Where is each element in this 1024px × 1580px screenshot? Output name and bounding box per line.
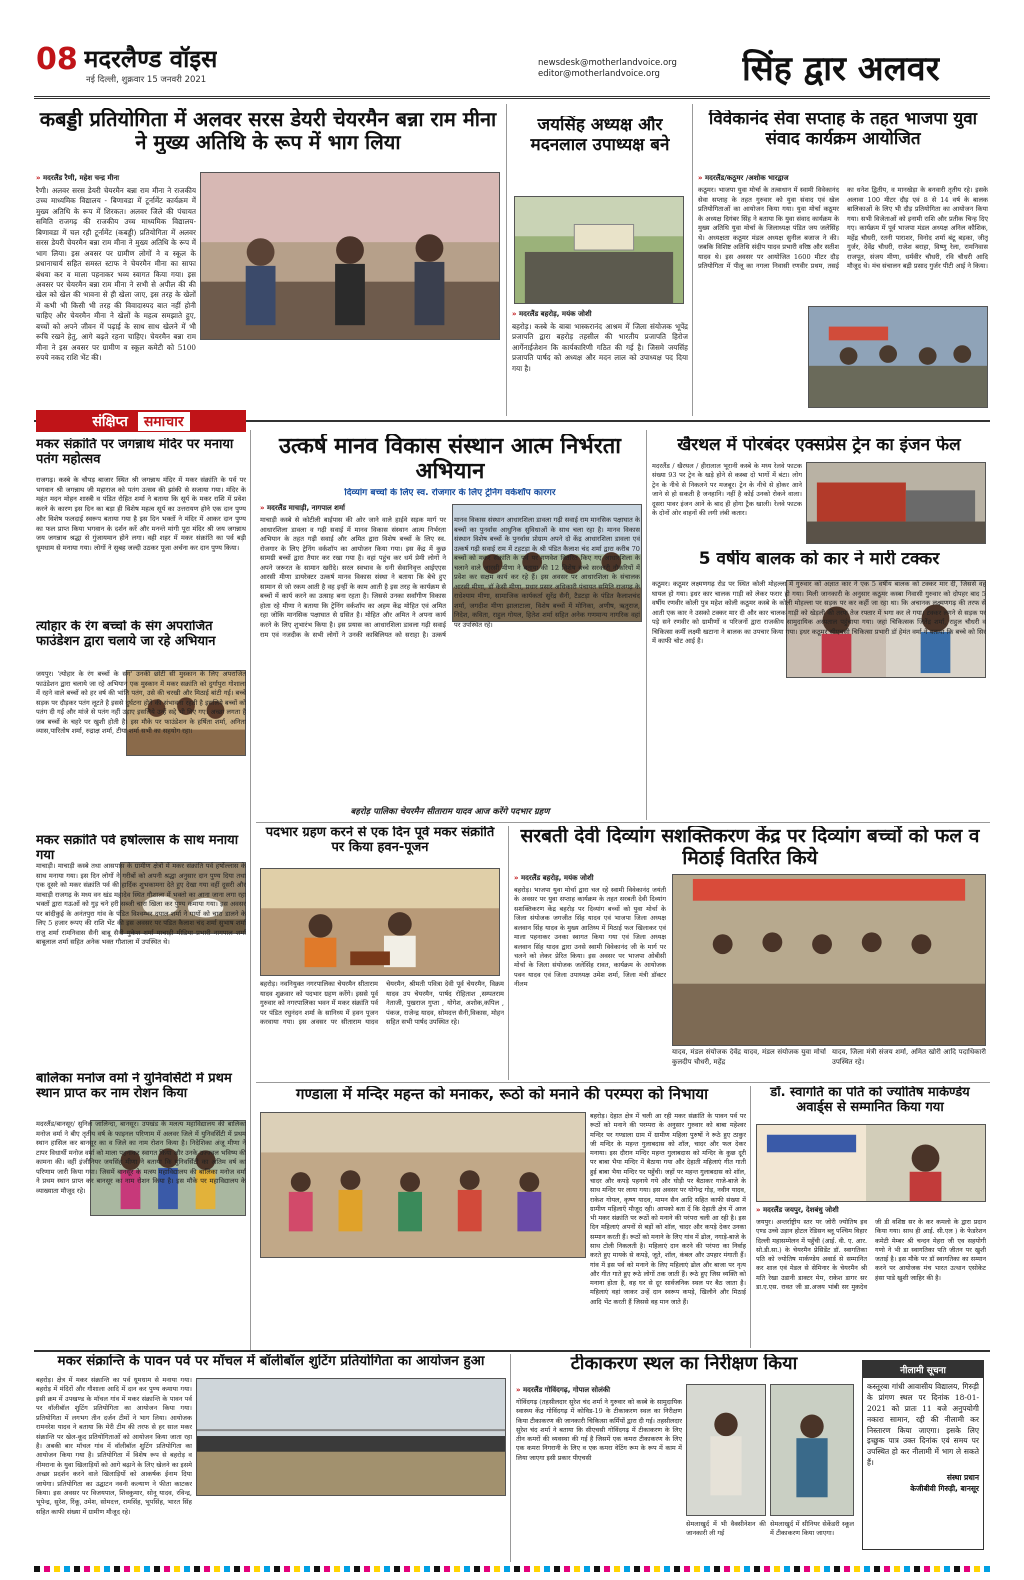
body-balak: कठूमर। कठूमर लक्ष्मणगढ़ रोड पर स्थित कोली मोहल्ला में गुरुवार को अज्ञात कार ने एक 5 वर्षीय बालक को टक्कर मार दी, जिससे वह घायल हो गया। इधर कार चालक गाड़ी को लेकर फरार हो गया। मिली जानकारी के अनुसार कठूमर कस्बा निवासी गुरुवार को दोपहर बाद 5 वर्षीय रणवीर कोली पुत्र महेश कोली कठूमर कस्बे के कोली मोहल्ला पर सड़क पर कर कहीं जा रहा था। कि अचानक लक्ष्मणगढ़ की तरफ से आती एक कार ने उसको टक्कर मार दी और कार चालक गाड़ी को खेड़ली की तरफ तेज रफ्तार में भगा कर ले गया। टक्कर लगने से सड़क पर पड़े सने रणवीर को ग्रामीणों व परिजनों द्वारा राजकीय सामुदायिक अस्पताल पहुंचाया गया। जहां चिकित्सक जितेंद्र शर्मा, राहुल चौधरी व चिकित्सा कर्मी लक्ष्मी खटाना ने बालक का उपचार किया गया। इधर कठूमर सीएचसी चिकित्सा प्रभारी डॉ हेमंत वर्मा ने बताया कि बच्चे को सिर में काफी चोट आई है।	[652, 580, 986, 646]
caption-tikakaran-left: सेमलाखुर्द में भी वैक्सीनेशन की जानकारी ली गई	[686, 1520, 766, 1538]
column-divider	[250, 430, 251, 1350]
article-utkarsh	[260, 516, 640, 804]
column-divider	[692, 104, 693, 416]
body-tikakaran: गोविंदगढ़ (तहसीलदार सुरेश चंद शर्मा ने गुरुवार को कस्बे के सामुदायिक स्वास्थ्य केंद्र गोविंदगढ़ में कोविड-19 के टीकाकरण स्थल का निरीक्षण किया टीकाकरण की जानकारी चिकित्सा कर्मियों द्वारा दी गई। तहसीलदार सुरेश चंद शर्मा ने बताया कि सीएचसी गोविंदगढ़ में टीकाकरण के लिए तीन कमरों की व्यवस्था की गई है जिसमें एक कमरा टीकाकरण के लिए एक कमरा निगरानी के लिए व एक कमरा वेटिंग रूम के रूप में काम में लिया जाएगा इसी प्रकार पीएचसी	[516, 1398, 682, 1462]
article-kabaddi-cont	[200, 344, 500, 416]
page-number: 08	[36, 42, 78, 77]
column-divider	[506, 104, 507, 416]
headline-balak: 5 वर्षीय बालक को कार ने मारी टक्कर	[698, 550, 940, 569]
article-tikakaran	[516, 1384, 682, 1562]
headline-patang: मकर संक्रांति पर जगन्नाथ मंदिर पर मनाया पतंग महोत्सव	[36, 438, 234, 467]
body-jaisingh: बहरोड़। कस्बे के बाबा भास्करानंद आश्रम में जिला संयोजक भूपेंद्र प्रजापति द्वारा बहरोड़ तहसील की भारतीय प्रजापति हिरोज आर्गेनाईजेशन कि कार्यकारिणी गठित की गई है। जिसमे जयसिंह प्रजापति पार्षद को अध्यक्ष और मदन लाल को उपाध्यक्ष पद दिया गया है।	[512, 322, 688, 373]
headline-vivekanand: विवेकानंद सेवा सप्ताह के तहत भाजपा युवा संवाद कार्यक्रम आयोजित	[708, 110, 978, 149]
body-patang: राजगढ़। कस्बे के चौपड़ बाजार स्थित श्री जगन्नाथ मंदिर में मकर संक्रांति के पर्व पर भगवान श्री जगन्नाथ जी महाराज को पतंग उत्सव की झांकी से सजाया गया। मंदिर के महंत मदन मोहन शास्त्री व पंडित रोहित शर्मा ने बताया कि सूर्य के मकर राशि में प्रवेश करने के कारण इस दिन का बड़ा ही विशेष महत्व सूर्य का उत्तरायण होने एक दान पुण्य और विशेष फलदाई स्वरूप बताया गया है इस दिन भक्तों ने मंदिर में आकर दान पुण्य का फल प्राप्त किया भगवान के दर्शन करें और मनन्ते मांगी पूरा मंदिर श्री जय जगन्नाथ जय जगन्नाथ श्रद्धा से गुंजायमान होने लगा। वही शहर में मकर संक्रांति का पर्व बड़ी धूमधाम से मनाया गया। लोगों ने सुबह जल्दी उठकर पूजा अर्चना कर दान पुण्य किया।	[36, 476, 246, 553]
body-kabaddi-continued	[200, 344, 500, 354]
body-harshollas: माचाड़ी। माचाड़ी कस्बे तथा आसपास के ग्रामीण क्षेत्रों में मकर संक्रांति पर्व हर्षोल्लास के साथ मनाया गया। इस दिन लोगों ने गरीबों को अपनी श्रद्धा अनुसार दान पुण्य दिया तथा एक दूसरे को मकर संक्रांति पर्व की हार्दिक शुभकामना देते हुए देखा गया वहीं दूसरी और माचाड़ी राजगढ़ के मध्य वन खंड महादेव स्थित गौशाला में भक्तो का आना जाना लगा रहा भक्तों द्वारा गऊओं को गुड़ चने हरी सब्जी चारा खिला कर पुण्य कमाया गया। इस अवसर पर बांदीकुई के अनंतपुरा गांव के पंडित विश्वम्भर दयाल शर्मा ने गायों को चारा डालने के लिए 5 हजार रूपए की राशि भेंट की इस अवसर पर पंडित कैलाश चंद शर्मा सुभाष शर्मा राजु शर्मा रामनिवास सैनी बाबू सैनी मुकेश शर्मा माचाड़ी मीडिया प्रभारी नागपाल शर्मा बाबूलाल शर्मा सहित अनेक भक्त गौशाला में उपस्थित थे।	[36, 862, 246, 947]
samachar-tag-word2: समाचार	[138, 412, 190, 431]
samachar-tag-word1: संक्षिप्त	[92, 413, 128, 430]
photo-sarbati	[672, 874, 986, 1046]
body-manoj: मदरलैंड/बानसूर/ सुनिल जालिन्दा, बानसूर। उपखंड के मलत्य महाविद्यालय की बालिका मनोज वर्मा ने बीए तृतीय वर्ष के फाइनल परिणाम में अलवर जिले में युनिवर्सिटी में प्रथम स्थान हासिल कर बानसूर का व जिले का नाम रोशन किया है। निदेशिका अंजू मीणा ने टापर विधार्थी मनोज वर्मा को माला पहनाकर स्वागत किया और उनके उज्ज्वल भविष्य की कामना की। वहीं इंजीनियर जयसिंह मीणा ने बताया कि युनिवर्सिटी का अंतिम वर्ष का परिणाम जारी किया गया। जिसमें बानसूर के मत्स्य महाविद्यालय की बालिका मनोज वर्मा ने प्रथम स्थान प्राप्त कर बानसूर का नाम रोशन किया है। इस मौके पर महाविद्यालय के व्याख्याता मौजूद रहे।	[36, 1120, 246, 1195]
article-swagati	[756, 1204, 986, 1348]
samachar-tag	[36, 410, 246, 432]
subhead-utkarsh: दिव्यांग बच्चों के लिए स्व. रोजगार के लिए ट्रेनिंग वर्कशॉप कारगर	[344, 488, 556, 498]
article-kabaddi	[36, 172, 196, 418]
headline-manoj: बालिका मनोज वर्मा ने युनिवर्सिटी में प्रथम स्थान प्राप्त कर नाम रोशन किया	[36, 1072, 232, 1101]
byline-kabaddi: » मदरलैंड रैणी, महेश चन्द्र मीना	[36, 174, 196, 183]
photo-kabaddi	[200, 172, 500, 340]
body-havan: बहरोड़। नवनियुक्त नगरपालिका चेयरमैन सीताराम यादव शुक्रवार को पदभार ग्रहण करेंगे। इससे पूर्व गुरुवार को नगरपालिका भवन में मकर संक्रांति पर्व पर पंडित रघुनंदन शर्मा के सानिध्य में हवन पूजन करवाया गया। इस अवसर पर सीताराम यादव चेयरमैन, श्रीमती पवित्रा देवी पूर्व चेयरमैन, विक्रम यादव उप चेयरमैन, पार्षद रोहिताश ,सम्पतराम नेताजी, पुखराज गुप्ता , योगेश, अशोक,कपिल , पंकज, राजेन्द्र यादव, सोमदत्त सैनी,विकास, मोहन सहित सभी पार्षद उपस्थित रहे।	[260, 980, 504, 1027]
row-divider	[256, 1082, 990, 1083]
headline-utkarsh: उत्कर्ष मानव विकास संस्थान आत्म निर्भरता अभियान	[279, 434, 621, 485]
row-divider	[256, 822, 990, 823]
column-divider	[510, 1354, 511, 1562]
byline-swagati: » मदरलैंड जयपुर, देशबंधु जोशी	[756, 1206, 986, 1215]
article-tyohar	[36, 670, 246, 834]
caption-bahrod: बहरोड़ पालिका चेयरमैन सीताराम यादव आज करेंगे पदभार ग्रहण	[350, 807, 550, 817]
color-registration-strip	[34, 1566, 990, 1572]
headline-tyohar: त्योहार के रंग बच्चों के संग अपराजित फाउंडेशन द्वारा चलाये जा रहे अभियान	[36, 620, 216, 649]
article-havan	[260, 980, 504, 1080]
notice-heading: नीलामी सूचना	[863, 1361, 983, 1378]
article-vivekanand	[698, 172, 988, 306]
article-gandala-side	[590, 1112, 746, 1348]
header-divider	[34, 96, 990, 99]
article-patang	[36, 476, 246, 618]
article-manoj	[36, 1120, 246, 1346]
article-balak	[652, 580, 986, 810]
caption-tikakaran-right: सेमलाखुर्द में सीनियर सेकेंडरी स्कूल में टीकाकरण किया जाएगा।	[770, 1520, 854, 1538]
dateline: नई दिल्ली, शुक्रवार 15 जनवरी 2021	[86, 75, 207, 85]
article-volleyball-cont	[196, 1498, 506, 1562]
body-gandala-continued	[260, 1262, 586, 1271]
headline-swagati: डॉ. स्वागति का पति को ज्योतिष मार्कण्डेय अवार्ड्स से सम्मानित किया गया	[770, 1086, 970, 1115]
row-divider	[34, 1350, 990, 1352]
headline-gandala: गण्डाला में मन्दिर महन्त को मनाकर, रूठो को मनाने की परम्परा को निभाया	[296, 1086, 708, 1103]
photo-tikakaran-2	[770, 1384, 854, 1516]
headline-havan: पदभार ग्रहण करने से एक दिन पूर्व मकर संक्रांति पर किया हवन-पूजन	[265, 826, 495, 855]
email-newsdesk[interactable]: newsdesk@motherlandvoice.org	[538, 58, 677, 68]
photo-gandala	[260, 1112, 586, 1258]
body-tyohar: जयपुर। 'त्योहार के रंग बच्चों के संग' उनकी छोटी सी मुस्कान के लिए अपराजित फाउंडेशन द्वारा चलाये जा रहे अभियान एक मुस्कान में मकर सक्रांति को दुर्गापुरा गोशाला में रहने वाले बच्चों को हर वर्ष की भांति पतंग, उसे की चरखी और मिठाई बांटी गई। बच्चे सड़क पर दौड़कर पतंग लूटते है इससे दुर्घटना होने की संभावना रहती है इसलिये बच्चों को पतंग दी गई और मांजे से पतंग नहीं उड़ाए इसलिये उन्हें सद्दे भी दिए गए। अच्छा लगता है जब बच्चों के चहरे पर खुशी होती है। इस मौके पर फाउंडेशन के हर्षिता शर्मा, अनिता व्यास,पारितोष शर्मा, रुद्राक्ष शर्मा, टीया शर्मा सभी का सहयोग रहा।	[36, 670, 246, 736]
body-utkarsh: माचाड़ी कस्बे से कोटीली बाईपास की ओर जाने वाले हाईवे सड़क मार्ग पर आधारशिला डावला व गढ़ी सवाई में मानव विकास संस्थान आत्म निर्भरता अभियान के तहत गढ़ी सवाई और अमित द्वारा विशेष बच्चों के लिए स्व. रोजगार के लिए ट्रेनिंग वर्कशॉप का आयोजन किया गया। इस केंद्र में कुछ सामग्री बच्चों द्वारा तैयार कर रखा गया है। वहां पहुंच कर धर्म प्रेमी लोगों ने अपने जरूरत के सामान खरीदे। सरल स्वभाव के धनी सेवानिवृत्त आईएएस आरसी मीणा डायरेक्टर उत्कर्ष मानव विकास संस्था ने बताया कि बेचे हुए सामान से जो रकम आती है वह इन्हीं के काम आती है इस तरह के कार्यक्रम से बच्चों में कार्य करने का उत्साह बना रहता है। जिससे उनका सर्वांगीण विकास होता रहे मीणा ने बताया कि ट्रेनिंग वर्कशॉप का अहम केंद्र मोहित एवं अमित रहा जोकि मानसिक पक्षाघात से ग्रसित है। मोहित और अमित ने अपना कार्य करने के लिए शुभारंभ किया है। इस प्रयास का आधारशिला डावला गढ़ी सवाई राम एवं नजदीक के सभी लोगों ने उनकी काबिलियत को सराहा है। उत्कर्ष मानव विकास संस्थान आधारशिला डावला गढ़ी सवाई राम मानसिक पक्षाघात के बच्चों का पुनर्वास आधुनिक सुविधाओं के साथ चला रहा है। मानव विकास संस्थान विशेष बच्चों के पुनर्वास प्रोग्राम अपने दो केंद्र आधारशिला डावला एवं उत्कर्ष गढ़ी सवाई राम में टहटड़ा के श्री पंडित कैलाश चंद शर्मा द्वारा करीब 70 बच्चों को मकर संक्रांति के पर्व पर गणवेश वितरित किए गए आधारशिला के चलाने वाले आरसी मीणा ने बताया की 12 विशेष बच्चे सरकारी नौकरियों में प्रवेश कर सक्षम कार्य कर रहे हैं। इस अवसर पर आधारशिला के संचालक आरसी मीणा, डॉ केसी मीणा, प्रधार प्रसार अधिकारी पंचायत समिति राजगढ़ के राधेश्याम मीणा, सामाजिक कार्यकर्ता सुरेंद्र सैनी, टैडटड़ा के पंडित कैलाशचंद शर्मा, जगदीश मीणा झालाटाला, विशेष बच्चों में मोनिका, अणीष, ऋतुराज, निदेश, कविता, राहुल गोयल, हितेश शर्मा सहित अनेक गणमान्य नागरिक वहां पर उपस्थित रहे।	[260, 516, 640, 639]
photo-kherthal	[806, 462, 986, 544]
body-volleyball: बहरोड़। क्षेत्र में मकर संक्रान्ति का पर्व धूमधाम से मनाया गया। बहरोड़ में मंदिरों और गौशाला आदि में दान कर पुण्य कमाया गया। इसी क्रम में उपखण्ड के मॉचल गांव में मकर संक्रान्ति के पावन पर्व पर वॉलीबॉल शुटिंग प्रतियोगिता का आयोजन किया गया। प्रतियोगिता में लगभग तीन दर्जन टीमों ने भाग लिया। आयोजक रामनरेश यादव ने बताया कि मेरी टीम की तरफ से हर साल मकर संक्रान्ति पर खेल-कूद प्रतियोगिताओं को आयोजन किया जाता रहा है। अबकी बार मॉचल गांव में वॉलीबॉल शुटिंग प्रतियोगिता का आयोजन किया गया है। प्रतियोगिता में विशेष रूप से बहरोड़ व नीमराना के युवा खिलाड़ियों को आगे बढ़ाने के लिए खेलने का इसमे अच्छा प्रदर्शन करने वाले खिलाड़ियों को आकर्षक ईनाम दिया जायेगा। प्रतियोगिता का उद्घाटन नवनी कल्याण ने फीता काटकर किया। इस अवसर पर विजयपाल, शिवकुमार, सोनू यादव, रविन्द्र, भूपेन्द्र, सुरेश, रिंकू, उमेश, सोमदत्त, रामसिंह, भूपसिंह, भारत सिंह सहित काफी संख्या में ग्रामीण मौजूद रहे।	[36, 1376, 192, 1516]
article-kherthal	[652, 462, 802, 546]
contact-emails	[538, 58, 677, 81]
headline-volleyball: मकर संक्रान्ति के पावन पर्व पर मॉचल में बॉलीबॉल शुटिंग प्रतियोगिता का आयोजन हुआ	[57, 1354, 485, 1369]
byline-tikakaran: » मदरलैंड गोविंदगढ़, गोपाल सोलंकी	[516, 1386, 682, 1395]
section-title: सिंह द्वार अलवर	[742, 49, 940, 89]
article-volleyball	[36, 1376, 192, 1562]
body-kherthal: मदरलैंड / खैरथल / हीरालाल भूरानी कस्बे के मध्य रेलवे फाटक संख्या 93 पर ट्रेन के खड़े होने से कस्बा दो भागों में बंटा। लोग ट्रेन के नीचे से निकलने पर मजबूर। ट्रेन के नीचे से होकर आने जाने से हो सकती है जनहानि। नहीं है कोई उनको रोकने वाला। दूसरा पावर इंजन आने के बाद ही होगा ट्रैक खाली। रेलवे फाटक के दोनों ओर वाहनों की लगी लंबी कतार।	[652, 462, 802, 518]
body-swagati: जयपुर। अन्तर्राष्ट्रीय स्तर पर जोरी ज्योतिष इव एण्ड उच्चे उड़ान होटल रेडिसन ब्लू पश्चिम विहार दिल्ली महासम्मेलन में पहुँची (आई. वी. ए. आर. सो.डी.सा.) के चेयरमैन प्रेसिडेंट डॉ. स्वागतिका पति को ज्योतिष मार्कण्डेय अवार्ड से सम्मानित कर शाल एवं मेडल से सेमिनार के चेयरमैन श्री मति रेखा उडानी डाक्टर मेम, राकेश डागर सर डा.ए.एस. रावत जी डा.अजय भांबी सर मुकदेव जी डी वशिष्ठ सर के कर कमलो के द्वारा प्रदान किया गया। साथ ही आई. सी.एल ) के फेडरेशन कमेटी मेम्बर श्री चन्दन मेहरा जी एव सहयोगी गणो ने भी डा स्वागतिका पति जीतन पर खुशी जताई है। इस मौके पर डॉ स्वागतिका का सम्मान करने पर आयोजक मंच भारत उत्थान एसोकेट हंसा पाडे खुशी जाहिर की है।	[756, 1218, 986, 1291]
photo-swagati	[756, 1124, 986, 1202]
byline-sarbati: » मदरलैंड बहरोड़, मयंक जोशी	[514, 874, 666, 883]
body-vivekanand: कठूमर। भाजपा युवा मोर्चा के तत्वाधान में स्वामी विवेकानंद सेवा सप्ताह के तहत गुरुवार को युवा संवाद एवं खेल प्रतियोगिताओं का आयोजन किया गया। युवा मोर्चा कठूमर के अध्यक्ष दिगंबर सिंह ने बताया कि युवा संवाद कार्यक्रम के मुख्य अतिथि युवा मोर्चा के जिलाध्यक्ष पंडित जय जलेसिंह थे। अध्यक्षता कठूमर मंडल अध्यक्ष सुनील बजाज ने की। जबकि विशिष्ट अतिथि संदीप यादव प्रभारी वरिष्ठ और सतीश यादव थे। इस अवसर पर आयोजित 1600 मीटर दौड़ प्रतियोगिता में पीलू का नगला निवासी रणवीर प्रथम, तसई का धनेश द्वितीय, व मानखेड़ा के बनवारी तृतीय रहे। इसके अलावा 100 मीटर दौड़ एवं 8 से 14 वर्ष के बालक बालिकाओं के लिए भी दौड़ प्रतियोगिता का आयोजन किया गया। सभी विजेताओं को इनामी राशि और प्रतीक चिन्ह दिए गए। कार्यक्रम में पूर्व भाजपा मंडल अध्यक्ष अनिल कौशिक, महेंद्र चौधरी, रतनी पाराशर, विनोद शर्मा बंटू बड़का, जीतू गुर्जर, देवेंद्र चौधरी, राजेश बराहा, विष्णु रेला, रामनिवास राजपूत, संजय मीणा, धर्मवीर चौधरी, रवि चौधरी आदि मौजूद थे। मंच संचालन बद्री प्रसाद गुर्जर पीटी आई ने किया।	[698, 186, 988, 271]
notice-signatory: संस्था प्रधान	[946, 1473, 979, 1482]
headline-kabaddi: कबड्डी प्रतियोगिता में अलवर सरस डेयरी चेयरमैन बन्ना राम मीना ने मुख्य अतिथि के रूप में भाग लिया	[39, 108, 497, 154]
notice-box	[862, 1360, 984, 1550]
article-sarbati	[514, 872, 666, 1080]
headline-kherthal: खैरथल में पोरबंदर एक्सप्रेस ट्रेन का इंजन फेल	[677, 436, 961, 455]
column-divider	[646, 430, 647, 820]
headline-tikakaran: टीकाकरण स्थल का निरीक्षण किया	[570, 1354, 798, 1374]
notice-body: कस्तूरबा गांधी आवासीय विद्यालय, गिरुड़ी के प्रांगण स्थल पर दिनांक 18-01-2021 को प्रातः 11 बजे अनुपयोगी नकारा सामान, रद्दी की नीलामी कर निस्तारण किया जाएगा। इसके लिए इच्छुक पात्र उक्त दिनांक एवं समय पर उपस्थित हो कर नीलामी में भाग ले सकते हैं।	[867, 1382, 979, 1468]
column-divider	[508, 826, 509, 1080]
column-divider	[750, 1086, 751, 1348]
byline-vivekanand: » मदरलैंड/कठूमर /अशोक भारद्वाज	[698, 174, 988, 183]
byline-jaisingh: » मदरलैंड बहरोड़, मयंक जोशी	[512, 310, 688, 319]
photo-havan	[260, 868, 500, 976]
body-volleyball-continued	[196, 1498, 506, 1507]
headline-sarbati: सरबती देवी दिव्यांग सशक्तिकरण केंद्र पर दिव्यांग बच्चों को फल व मिठाई वितरित किये	[520, 826, 980, 869]
photo-volleyball	[196, 1378, 506, 1496]
caption-sarbati-left: यादव, मंडल संयोजक देवेंद्र यादव, मंडल संयोजक युवा मोर्चा कुलदीप चौधरी, महेंद्र	[672, 1048, 826, 1066]
article-harshollas	[36, 862, 246, 1068]
notice-institution: केजीबीवी गिरुड़ी, बानसूर	[910, 1483, 979, 1493]
headline-harshollas: मकर सक्रांति पर्व हर्षोल्लास के साथ मनाया गया	[36, 834, 239, 863]
photo-tikakaran-1	[686, 1384, 766, 1516]
email-editor[interactable]: editor@motherlandvoice.org	[538, 69, 660, 80]
newspaper-name: मदरलैण्ड वॉइस	[84, 45, 218, 73]
body-kabaddi: रैणी। अलवर सरस डेयरी चेयरमैन बन्ना राम मीना ने राजकीय उच्च माध्यमिक विद्यालय - बिणावडा में टूर्नामेंट कार्यक्रम में मुख्य अतिथि के रूप में शिरकत। अलवर जिले की पंचायत समिति राजगढ़ की राजकीय उच्च माध्यमिक विद्यालय-बिणावडा में चल रही टूर्नामेंट (कबड्डी) प्रतियोगिता में अलवर सरस डेयरी चेयरमैन बन्ना राम मीना ने मुख्य अतिथि के रूप में भाग लिया। इस अवसर पर ग्रामीण लोगों ने व स्कूल के प्रधानाचार्य सहित समस्त स्टाफ ने चेयरमैन मीना का साफा बंधवा कर व माला पहनाकर भव्य स्वागत किया गया। इस अवसर पर चेयरमैन बन्ना राम मीना ने सभी से अपील की की खेल को खेल की भावना से ही खेला जाए, इस तरह के खेलों में कभी भी किसी भी तरह की विवादास्पद बात नहीं होनी चाहिए और चेयरमैन मीना ने खेलों के महत्व समझाते हुए, बच्चों को अपने जीवन में पढ़ाई के साथ साथ खेलने में भी रूचि रखने हेतु, आगे बढ़ते रहना चाहिए। चेयरमैन बन्ना राम मीना ने इस अवसर पर ग्रामीण व स्कूल कमेटी को 5100 रुपये नकद राशि भेंट की।	[36, 186, 196, 362]
article-jaisingh	[512, 308, 688, 416]
body-gandala: बहरोड़। देहात क्षेत्र में चली आ रही मकर संक्रांति के पावन पर्व पर रूठों को मनाने की परम्परा के अनुसार गुरुवार को बाबा महेश्वर मन्दिर पर गण्डाला ग्राम में ग्रामीण महिला पुरुषों ने रूठे हुए ठाकुर जी मन्दिर के महन्त गुलाबदास को शॉल, चादर और फल देकर मनाया। इस दौरान मन्दिर महन्त गुलाबदास को मन्दिर के कुछ दूरी पर बाबा भैया मन्दिर में बैठाया गया और देहाती महिलाएं गीत गाती हुई बाबा भैया मन्दिर पर पहुँची। जहाँ पर महन्त गुलाबदास को शॉल, चादर और कपड़े पहनाये गये और घोड़ी पर बैठाकर गाजे-बाजे के साथ मन्दिर पर लाया गया। इस अवसर पर योगेन्द्र गोड़, नवीन यादव, राकेश गोयल, कृष्ण यादव, मामन सैन आदि सहित काफी संख्या में ग्रामीण महिलाएँ मौजूद रही। आपको बता दें कि देहाती क्षेत्र में आज भी मकर संक्रांति पर रूठों को मनाने की परंपरा चली आ रही है। इस दिन महिलाएं अपनों से बड़ों को शॉल, चादर और कपड़े देकर उनका सम्मान करती हैं। रूठों को मनाने के लिए गांव में ढोल, नगाड़े-बाजे के साथ टोली निकलती है। महिलाएं दान करने की परंपरा का निर्वाह करते हुए मायके से कपड़े, जूते, शॉल, कंबल और उपहार मंगाती हैं। गांव में इस पर्व को मनाने के लिए महिलाएं ढोल और बाजा पर नृत्य और गीत गाते हुए रूठे लोगों तक जाती हैं। रूठे हुए जिस व्यक्ति को मनाना होता है, वह घर से दूर सार्वजनिक स्थल पर बैठ जाता है। महिलाएं वहां जाकर उन्हें दान स्वरूप कपड़े, खिलौने और मिठाई आदि भेंट करती हैं जिससे वह मान जाते हैं।	[590, 1112, 746, 1306]
photo-jaisingh	[514, 196, 684, 304]
caption-sarbati-right: यादव, जिला मंत्री संजय शर्मा, अमित खोरी आदि पदाधिकारी उपस्थित रहे।	[832, 1048, 986, 1066]
article-gandala	[260, 1262, 586, 1348]
photo-vivekanand	[808, 306, 988, 408]
body-sarbati: बहरोड़। भाजपा युवा मोर्चा द्वारा चल रहे स्वामी विवेकानंद जयंती के अवसर पर युवा सप्ताह कार्यक्रम के तहत सरबती देवी दिव्यांग सशक्तिकरण केंद्र बहरोड़ पर दिव्यांग बच्चों को युवा मोर्चा के जिला संयोजक जगजीत सिंह यादव एवं भाजपा जिला अध्यक्ष बलवान सिंह यादव के मुख्य आतिथ्य में मिठाई फल खिलाकर एवं माला पहनाकर उनका स्वागत किया गया एवं जिला अध्यक्ष बलवान सिंह यादव द्वारा उनसे स्वामी विवेकानंद जी के मार्ग पर चलने को लेकर प्रेरित किया। इस अवसर पर भाजपा ओबीसी मोर्चा के जिला संयोजक जलेसिंह रावत, कार्यक्रम के आयोजक पवन यादव एवं जिला उपाध्यक्ष उमेश शर्मा, जिला मंत्री डॉक्टर नीलम	[514, 886, 666, 989]
byline-utkarsh: » मदरलैंड माचाड़ी, नागपाल शर्मा	[260, 504, 448, 513]
headline-jaisingh: जयसिंह अध्यक्ष और मदनलाल उपाध्यक्ष बने	[530, 116, 670, 155]
